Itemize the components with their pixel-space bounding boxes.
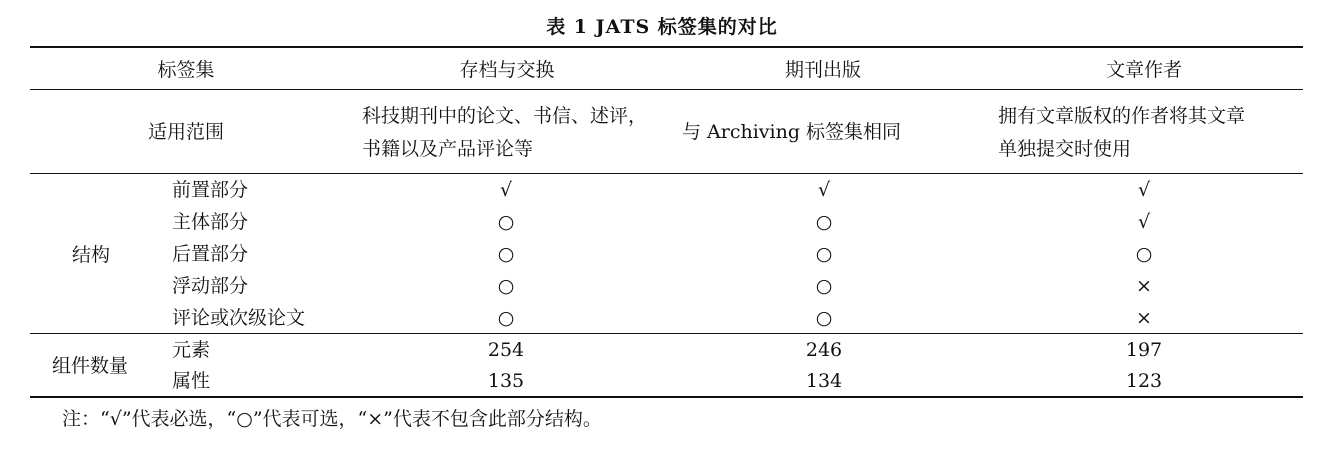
components-publishing-value: 246 [805,339,843,361]
structure-publishing-value: ○ [815,243,833,265]
components-archiving-value: 135 [487,370,525,392]
components-group-label: 组件数量 [52,355,129,377]
structure-publishing-value: ○ [815,211,833,233]
header-publishing: 期刊出版 [784,59,861,81]
structure-row-name: 后置部分 [172,243,249,265]
header-authoring: 文章作者 [1105,59,1182,81]
structure-authoring-value: ○ [1135,243,1153,265]
structure-group-label: 结构 [72,244,111,266]
structure-authoring-value: × [1136,307,1152,329]
components-row-name: 元素 [172,339,211,361]
components-publishing-value: 134 [805,370,843,392]
structure-authoring-value: √ [1137,179,1151,201]
structure-publishing-value: ○ [815,307,833,329]
scope-authoring-line1: 拥有文章版权的作者将其文章 [998,105,1246,127]
components-authoring-value: 123 [1125,370,1163,392]
structure-row-name: 评论或次级论文 [172,307,306,329]
components-archiving-value: 254 [487,339,525,361]
top-rule [30,46,1303,48]
scope-archiving-line1: 科技期刊中的论文、书信、述评， [362,105,648,127]
components-authoring-value: 197 [1125,339,1163,361]
header-rule [30,89,1303,90]
structure-authoring-value: × [1136,275,1152,297]
structure-archiving-value: √ [499,179,513,201]
header-archiving: 存档与交换 [459,59,555,81]
structure-row-name: 前置部分 [172,179,249,201]
scope-authoring-line2: 单独提交时使用 [998,138,1132,160]
scope-rule [30,173,1303,174]
structure-row-name: 浮动部分 [172,275,249,297]
structure-archiving-value: ○ [497,243,515,265]
structure-publishing-value: ○ [815,275,833,297]
structure-archiving-value: ○ [497,307,515,329]
scope-publishing: 与 Archiving 标签集相同 [682,121,902,143]
structure-row-name: 主体部分 [172,211,249,233]
scope-label: 适用范围 [147,121,224,143]
structure-archiving-value: ○ [497,211,515,233]
scope-archiving-line2: 书籍以及产品评论等 [362,138,534,160]
header-tagset: 标签集 [157,59,215,81]
table-note: 注：“√”代表必选，“○”代表可选，“×”代表不包含此部分结构。 [62,408,602,430]
structure-authoring-value: √ [1137,211,1151,233]
structure-rule [30,333,1303,334]
table-caption: 表 1 JATS 标签集的对比 [546,16,778,38]
bottom-rule [30,396,1303,398]
components-row-name: 属性 [172,370,211,392]
structure-archiving-value: ○ [497,275,515,297]
structure-publishing-value: √ [817,179,831,201]
